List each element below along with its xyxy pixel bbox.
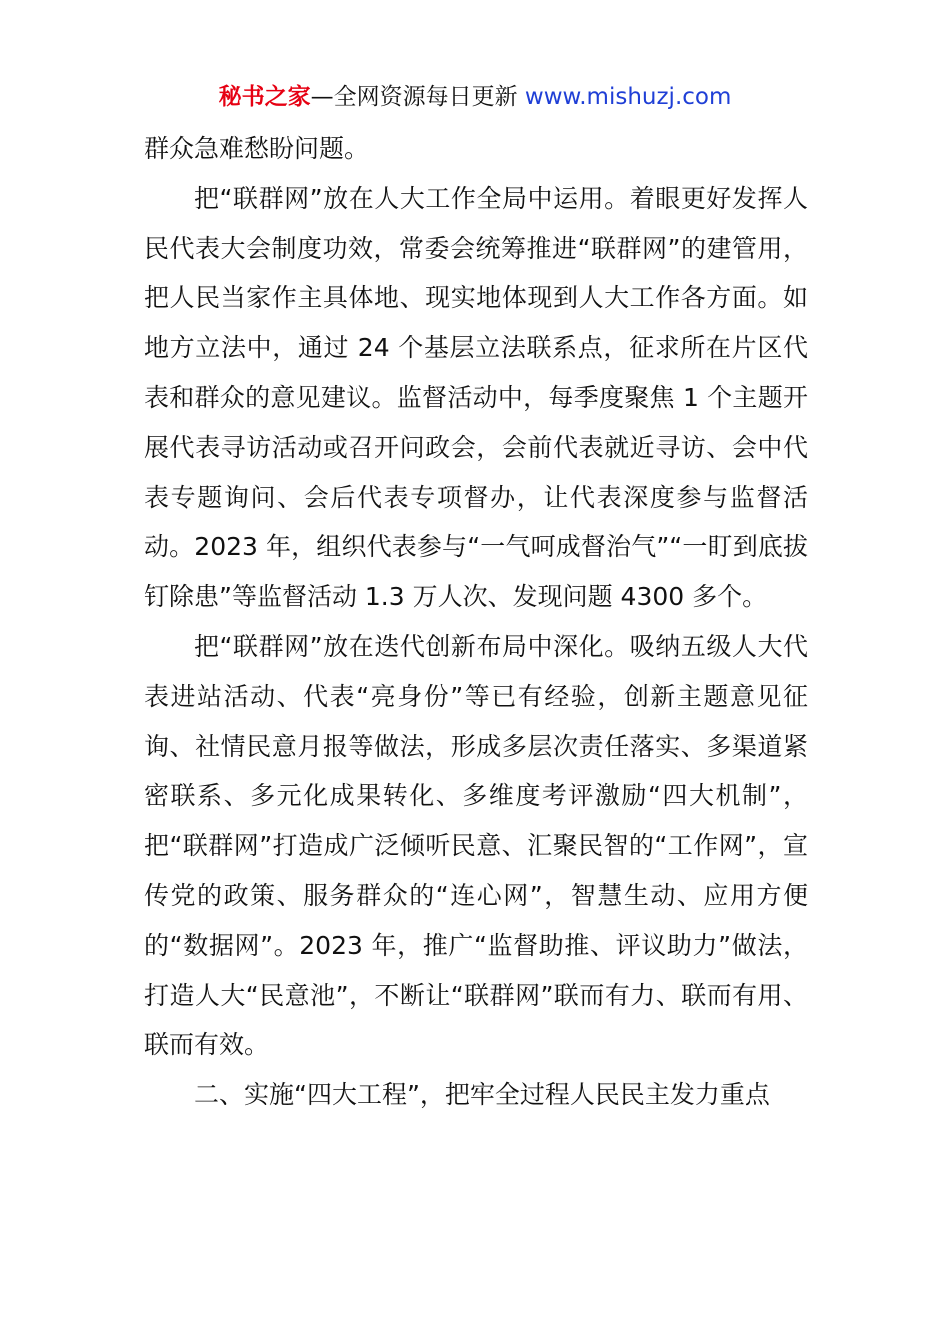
site-url-link[interactable]: www.mishuzj.com	[524, 84, 732, 110]
site-watermark-header	[0, 80, 950, 114]
site-brand-name: 秘书之家	[218, 84, 311, 110]
paragraph-continuation: 群众急难愁盼问题。	[144, 134, 370, 163]
section-heading-four-projects: 二、实施“四大工程”，把牢全过程人民民主发力重点	[194, 1080, 770, 1110]
site-tagline: —全网资源每日更新	[310, 84, 525, 110]
paragraph-overall-application: 把“联群网”放在人大工作全局中运用。着眼更好发挥人民代表大会制度功效，常委会统筹推进“联群网”的建管用，把人民当家作主具体地、现实地体现到人大工作各方面。如地方立法中，通过 24 个基层立法联系点，征求所在片区代表和群众的意见建议。监督活动中，每季度聚焦 1 个主题开展代表寻访活动或召开问政会，会前代表就近寻访、会中代表专题询问、会后代表专项督办，让代表深度参与监督活动。2023 年，组织代表参与“一气呵成督治气”“一盯到底拔钉除患”等监督活动 1.3 万人次、发现问题 4300 多个。	[144, 183, 808, 612]
document-body	[144, 124, 808, 1120]
paragraph-iterative-innovation: 把“联群网”放在迭代创新布局中深化。吸纳五级人大代表进站活动、代表“亮身份”等已有经验，创新主题意见征询、社情民意月报等做法，形成多层次责任落实、多渠道紧密联系、多元化成果转化、多维度考评激励“四大机制”，把“联群网”打造成广泛倾听民意、汇聚民智的“工作网”，宣传党的政策、服务群众的“连心网”，智慧生动、应用方便的“数据网”。2023 年，推广“监督助推、评议助力”做法，打造人大“民意池”，不断让“联群网”联而有力、联而有用、联而有效。	[144, 631, 808, 1060]
